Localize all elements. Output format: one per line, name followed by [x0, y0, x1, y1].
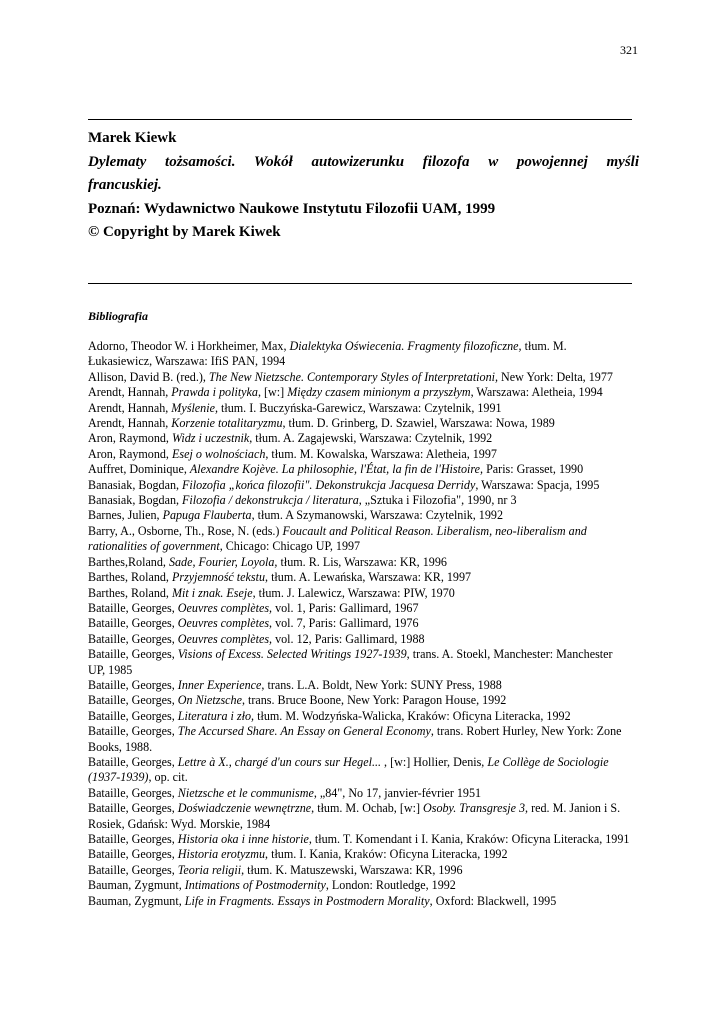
entry-text: , tłum. M. Kowalska, Warszawa: Aletheia, 1997: [265, 446, 497, 461]
entry-text: Bataille, Georges,: [88, 832, 178, 846]
entry-text: Bauman, Zygmunt,: [88, 878, 185, 893]
entry-title: rationalities of government: [88, 539, 220, 554]
bibliography-entry: [88, 555, 688, 570]
entry-text: Bataille, Georges,: [88, 647, 178, 662]
entry-text: Łukasiewicz, Warszawa: IfiS PAN, 1994: [88, 354, 286, 369]
entry-text: , Warszawa: Spacja, 1995: [475, 477, 600, 492]
entry-title: Le Collège de Sociologie: [487, 754, 609, 769]
entry-text: Bataille, Georges,: [88, 801, 178, 816]
entry-title: Mit i znak. Eseje: [171, 585, 253, 600]
publisher-line: Poznań: Wydawnictwo Naukowe Instytutu Filozofii UAM, 1999: [88, 200, 496, 217]
entry-text: , red. M. Janion i S.: [525, 801, 621, 816]
entry-text: vol. 12, Paris: Gallimard, 1988: [272, 631, 425, 646]
entry-text: Bataille, Georges,: [88, 785, 178, 800]
entry-title: Alexandre Kojève. La philosophie, l'État, la fin de l'Histoire,: [189, 462, 484, 477]
entry-text: , [w:]: [257, 385, 288, 400]
bibliography-entry: [88, 601, 688, 616]
entry-text: Barthes,Roland,: [88, 554, 169, 569]
entry-title: Myślenie,: [171, 400, 218, 415]
entry-title: Sade, Fourier, Loyola,: [168, 554, 278, 569]
entry-text: Bataille, Georges,: [88, 600, 178, 615]
entry-text: , „Sztuka i Filozofia", 1990, nr 3: [358, 493, 517, 508]
entry-text: , tłum. A. Lewańska, Warszawa: KR, 1997: [265, 570, 472, 585]
entry-text: Aron, Raymond,: [88, 431, 172, 446]
bibliography-entry: [88, 693, 688, 708]
entry-title: Oeuvres complètes,: [177, 600, 273, 615]
top-rule: [88, 119, 632, 120]
entry-text: , Chicago: Chicago UP, 1997: [219, 539, 361, 554]
bibliography-entry: [88, 370, 688, 385]
bibliography-entry: [88, 755, 688, 770]
bibliography-entry: [88, 431, 688, 446]
entry-text: Barthes, Roland,: [88, 585, 172, 600]
entry-title: Filozofia „końca filozofii". Dekonstrukcja Jacquesa Derridy: [182, 477, 476, 492]
bibliography-list: [88, 339, 688, 909]
entry-text: , tłum. J. Lalewicz, Warszawa: PIW, 1970: [252, 585, 455, 600]
entry-title: Widz i uczestnik: [171, 431, 250, 446]
entry-text: , trans. A. Stoekl, Manchester: Manchester: [406, 647, 613, 662]
entry-text: Bataille, Georges,: [88, 616, 178, 631]
bibliography-entry: [88, 524, 688, 539]
bibliography-entry: [88, 462, 688, 477]
entry-title: Teoria religii: [177, 862, 242, 877]
entry-title: Korzenie totalitaryzmu: [171, 416, 283, 431]
bibliography-entry: [88, 616, 688, 631]
entry-title: Oeuvres complètes: [177, 616, 270, 631]
entry-text: Rosiek, Gdańsk: Wyd. Morskie, 1984: [88, 816, 271, 831]
entry-text: Bataille, Georges,: [88, 847, 178, 862]
entry-text: , tłum. M. Ochab, [w:]: [311, 801, 424, 816]
entry-title: Life in Fragments. Essays in Postmodern Morality: [184, 893, 430, 908]
bibliography-entry: [88, 493, 688, 508]
entry-text: , tłum. A Szymanowski, Warszawa: Czytelnik, 1992: [251, 508, 503, 523]
entry-text: Bataille, Georges,: [88, 862, 178, 877]
entry-title: Literatura i zło,: [177, 708, 255, 723]
entry-text: Paris: Grasset, 1990: [483, 462, 584, 477]
entry-title: Historia erotyzmu: [177, 847, 266, 862]
entry-text: , [w:] Hollier, Denis,: [381, 754, 488, 769]
entry-title: The Accursed Share. An Essay on General Economy: [177, 724, 431, 739]
entry-text: , „84", No 17, janvier-février 1951: [313, 785, 482, 800]
entry-text: tłum. R. Lis, Warszawa: KR, 1996: [277, 554, 447, 569]
entry-text: Aron, Raymond,: [88, 446, 172, 461]
book-header: [88, 127, 639, 245]
entry-title: Foucault and Political Reason. Liberalism, neo-liberalism and: [282, 523, 587, 538]
entry-text: UP, 1985: [88, 662, 133, 677]
entry-text: , Oxford: Blackwell, 1995: [429, 893, 557, 908]
entry-text: Banasiak, Bogdan,: [88, 493, 183, 508]
entry-title: (1937-1939): [88, 770, 149, 785]
entry-title: Esej o wolnościach: [171, 446, 266, 461]
entry-text: , op. cit.: [148, 770, 188, 785]
bibliography-entry: [88, 416, 688, 431]
bibliography-entry: [88, 401, 688, 416]
bibliography-entry: [88, 447, 688, 462]
entry-text: Arendt, Hannah,: [88, 385, 172, 400]
entry-text: Bauman, Zygmunt,: [88, 893, 185, 908]
entry-text: New York: Delta, 1977: [498, 369, 613, 384]
entry-title: Lettre à X., chargé d'un cours sur Hegel...: [177, 754, 382, 769]
bibliography-entry: [88, 385, 688, 400]
entry-title: Prawda i polityka: [171, 385, 258, 400]
entry-text: Bataille, Georges,: [88, 724, 178, 739]
bibliography-entry: [88, 894, 688, 909]
bibliography-entry: [88, 709, 688, 724]
entry-text: Banasiak, Bogdan,: [88, 477, 183, 492]
book-title-line-1: Dylematy tożsamości. Wokół autowizerunku filozofa w powojennej myśli: [88, 153, 639, 170]
bibliography-entry: [88, 478, 688, 493]
bibliography-entry-continuation: [88, 817, 688, 832]
entry-text: , London: Routledge, 1992: [325, 878, 456, 893]
bibliography-entry: [88, 832, 688, 847]
page-number: 321: [620, 43, 638, 57]
entry-text: , tłum. A. Zagajewski, Warszawa: Czytelnik, 1992: [249, 431, 493, 446]
entry-title: Przyjemność tekstu: [171, 570, 266, 585]
entry-title: Visions of Excess. Selected Writings 1927-1939: [177, 647, 407, 662]
bibliography-entry: [88, 647, 688, 662]
entry-text: vol. 1, Paris: Gallimard, 1967: [272, 600, 419, 615]
bibliography-entry: [88, 801, 688, 816]
entry-title: Historia oka i inne historie: [177, 832, 309, 846]
entry-text: , vol. 7, Paris: Gallimard, 1976: [269, 616, 419, 631]
bibliography-entry: [88, 508, 688, 523]
copyright-line: © Copyright by Marek Kiwek: [88, 224, 281, 240]
entry-title: Nietzsche et le communisme: [177, 785, 314, 800]
entry-text: Bataille, Georges,: [88, 754, 178, 769]
entry-title: Doświadczenie wewnętrzne: [177, 801, 312, 816]
bibliography-entry: [88, 339, 688, 354]
entry-title: Filozofia / dekonstrukcja / literatura: [182, 493, 359, 508]
entry-title: Osoby. Transgresje 3: [423, 801, 526, 816]
entry-text: Auffret, Dominique,: [88, 462, 190, 477]
bibliography-entry: [88, 632, 688, 647]
bibliography-entry: [88, 570, 688, 585]
bibliography-entry: [88, 847, 688, 862]
entry-text: , Warszawa: Aletheia, 1994: [470, 385, 603, 400]
bibliography-entry-continuation: [88, 354, 688, 369]
entry-title: Intimations of Postmodernity: [184, 878, 326, 893]
entry-title: The New Nietzsche. Contemporary Styles of Interpretationi,: [208, 369, 499, 384]
author-name: Marek Kiewk: [88, 130, 177, 146]
entry-text: Books, 1988.: [88, 739, 153, 754]
entry-text: , tłum. T. Komendant i I. Kania, Kraków: Oficyna Literacka, 1991: [308, 832, 630, 846]
entry-text: , tłum. I. Kania, Kraków: Oficyna Literacka, 1992: [265, 847, 508, 862]
entry-text: Allison, David B. (red.),: [88, 369, 209, 384]
bibliography-entry: [88, 878, 688, 893]
entry-title: Dialektyka Oświecenia. Fragmenty filozoficzne,: [289, 339, 522, 353]
entry-text: Barry, A., Osborne, Th., Rose, N. (eds.): [88, 523, 283, 538]
entry-title: Między czasem minionym a przyszłym: [287, 385, 471, 400]
entry-text: tłum. M.: [521, 339, 567, 353]
entry-title: Inner Experience: [177, 677, 262, 692]
entry-text: , trans. L.A. Boldt, New York: SUNY Press, 1988: [261, 677, 502, 692]
entry-text: , trans. Robert Hurley, New York: Zone: [430, 724, 622, 739]
bibliography-entry: [88, 786, 688, 801]
entry-text: Barnes, Julien,: [88, 508, 163, 523]
entry-text: tłum. M. Wodzyńska-Walicka, Kraków: Oficyna Literacka, 1992: [254, 708, 571, 723]
bibliography-entry-continuation: [88, 740, 688, 755]
bibliography-entry-continuation: [88, 663, 688, 678]
entry-text: Arendt, Hannah,: [88, 416, 172, 431]
bottom-rule: [88, 283, 632, 284]
bibliography-entry: [88, 863, 688, 878]
entry-text: Bataille, Georges,: [88, 677, 178, 692]
book-title-line-2: francuskiej.: [88, 177, 162, 193]
entry-title: Papuga Flauberta: [162, 508, 252, 523]
entry-text: Barthes, Roland,: [88, 570, 172, 585]
bibliography-entry-continuation: [88, 539, 688, 554]
entry-text: Bataille, Georges,: [88, 693, 178, 708]
entry-title: On Nietzsche: [177, 693, 242, 708]
entry-text: Arendt, Hannah,: [88, 400, 172, 415]
bibliography-entry: [88, 724, 688, 739]
entry-text: , tłum. D. Grinberg, D. Szawiel, Warszawa: Nowa, 1989: [282, 416, 555, 431]
bibliography-entry-continuation: [88, 770, 688, 785]
bibliography-entry: [88, 586, 688, 601]
bibliography-entry: [88, 678, 688, 693]
entry-text: Adorno, Theodor W. i Horkheimer, Max,: [88, 339, 290, 353]
entry-text: , tłum. K. Matuszewski, Warszawa: KR, 1996: [241, 862, 463, 877]
entry-title: Oeuvres complètes,: [177, 631, 273, 646]
section-title: Bibliografia: [88, 309, 149, 323]
entry-text: , trans. Bruce Boone, New York: Paragon House, 1992: [241, 693, 507, 708]
entry-text: tłum. I. Buczyńska-Garewicz, Warszawa: Czytelnik, 1991: [217, 400, 502, 415]
entry-text: Bataille, Georges,: [88, 631, 178, 646]
entry-text: Bataille, Georges,: [88, 708, 178, 723]
